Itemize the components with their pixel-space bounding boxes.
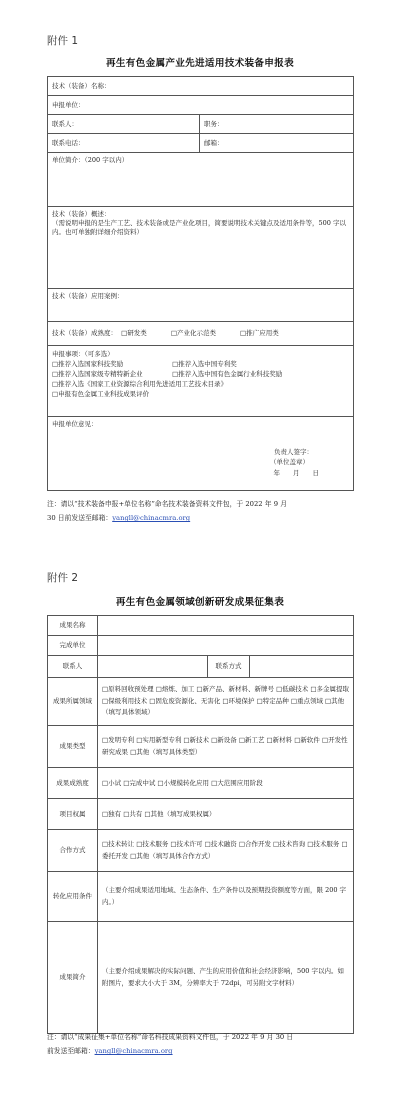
maturity-option-promo[interactable]: □推广应用类 — [240, 329, 279, 338]
item-national-sci-award[interactable]: □推荐入选国家科技奖励 — [52, 360, 124, 369]
label-achievement-name: 成果名称 — [48, 616, 98, 636]
label-field: 成果所属领域 — [48, 678, 98, 726]
form1-note-line2: 30 日前发送至邮箱： — [47, 514, 113, 523]
conditions-hint[interactable]: （主要介绍成果适用地域、生态条件、生产条件以及预期投资额度等方面，限 200 字内。） — [98, 872, 354, 922]
maturity-option-rd[interactable]: □研发类 — [121, 329, 147, 338]
maturity-row — [48, 322, 354, 346]
completing-unit-input[interactable] — [98, 636, 354, 656]
item-specialized-enterprise[interactable]: □推荐入选国家级专精特新企业 — [52, 370, 143, 379]
label-contact-person: 联系人 — [48, 656, 98, 678]
email-field[interactable]: 邮箱： — [200, 134, 354, 153]
label-completing-unit: 完成单位 — [48, 636, 98, 656]
item-achievement-evaluation[interactable]: □申报有色金属工业科技成果评价 — [52, 390, 150, 399]
achievement-name-input[interactable] — [98, 616, 354, 636]
phone-field[interactable]: 联系电话： — [48, 134, 200, 153]
label-contact-method: 联系方式 — [208, 656, 250, 678]
applicant-opinion-cell[interactable] — [48, 417, 354, 491]
applicant-unit-field[interactable]: 申报单位： — [48, 96, 354, 115]
brief-hint[interactable]: （主要介绍成果解决的实际问题、产生的应用价值和社会经济影响，500 字以内。如附图片，要求大小大于 3M，分辨率大于 72dpi，可另附文字材料） — [98, 922, 354, 1034]
label-brief: 成果简介 — [48, 922, 98, 1034]
application-items-title: 申报事项：（可多选） — [52, 350, 114, 358]
type-options[interactable]: □发明专利 □实用新型专利 □新技术 □新设备 □新工艺 □新材料 □新软件 □开发性研究成果 □其他（填写具体类型） — [98, 726, 354, 768]
form1-email-link[interactable]: yangll@chinacmra.org — [112, 514, 191, 523]
form2-note-line1: 注：请以“成果征集+单位名称”命名科技成果资料文件包，于 2022 年 9 月 30 日 — [47, 1033, 294, 1041]
form2-note — [47, 1030, 357, 1059]
form1-note-line1: 注：请以“技术装备申报+单位名称”命名技术装备资料文件包，于 2022 年 9 月 — [47, 500, 288, 508]
position-field[interactable]: 职务： — [200, 115, 354, 134]
field-options[interactable]: □原料回收预处理 □熔炼、加工 □新产品、新材料、新牌号 □低碳技术 □多金属提取 □保级利用技术 □固危废资源化、无害化 □环境保护 □特定品种 □重点领域 □其他（填写具体领域） — [98, 678, 354, 726]
tech-name-field[interactable]: 技术（装备）名称： — [48, 77, 354, 96]
application-items-cell — [48, 346, 354, 417]
date-label: 年 月 日 — [273, 468, 319, 477]
form2-table — [47, 615, 354, 1034]
maturity-label: 技术（装备）成熟度： — [52, 329, 117, 338]
application-cases-field[interactable]: 技术（装备）应用案例： — [48, 289, 354, 322]
coop-options[interactable]: □技术转让 □技术服务 □技术许可 □技术融资 □合作开发 □技术咨询 □技术服务 □委托开发 □其他（填写具体合作方式） — [98, 830, 354, 872]
unit-seal-label: （单位盖章） — [270, 458, 309, 467]
form2-title: 再生有色金属领域创新研发成果征集表 — [115, 597, 285, 608]
maturity-options[interactable]: □小试 □完成中试 □小规模转化应用 □大范围应用阶段 — [98, 768, 354, 799]
form2-note-line2: 前发送至邮箱： — [47, 1047, 95, 1056]
label-rights: 项目权属 — [48, 799, 98, 830]
form2-email-link[interactable]: yangll@chinacmra.org — [94, 1047, 173, 1056]
tech-overview-label: 技术（装备）概述： — [52, 210, 111, 218]
item-nonferrous-sci-award[interactable]: □推荐入选中国有色金属行业科技奖励 — [172, 370, 283, 379]
form1-table — [47, 76, 354, 491]
maturity-option-demo[interactable]: □产业化示范类 — [170, 329, 216, 338]
label-maturity: 成果成熟度 — [48, 768, 98, 799]
tech-overview-field[interactable] — [48, 207, 354, 289]
contact-person-input[interactable] — [98, 656, 208, 678]
applicant-opinion-label: 申报单位意见： — [52, 420, 98, 428]
leader-signature-label: 负责人签字： — [274, 447, 313, 456]
attachment-label-1: 附件 1 — [47, 35, 79, 47]
item-resource-catalog[interactable]: □推荐入选《国家工业资源综合利用先进适用工艺技术目录》 — [52, 380, 228, 389]
unit-intro-field[interactable]: 单位简介：（200 字以内） — [48, 153, 354, 207]
label-coop: 合作方式 — [48, 830, 98, 872]
label-type: 成果类型 — [48, 726, 98, 768]
attachment-label-2: 附件 2 — [47, 572, 79, 584]
label-conditions: 转化应用条件 — [48, 872, 98, 922]
item-patent-award[interactable]: □推荐入选中国专利奖 — [172, 360, 237, 369]
form1-title: 再生有色金属产业先进适用技术装备申报表 — [106, 58, 294, 69]
form1-note — [47, 497, 357, 526]
tech-overview-hint: （需说明申报的是生产工艺、技术装备或是产业化项目，简要说明技术关键点及适用条件等，500 字以内。也可单独附详细介绍资料） — [52, 218, 346, 236]
contact-method-input[interactable] — [250, 656, 354, 678]
contact-field[interactable]: 联系人： — [48, 115, 200, 134]
rights-options[interactable]: □独有 □共有 □其他（填写成果权属） — [98, 799, 354, 830]
